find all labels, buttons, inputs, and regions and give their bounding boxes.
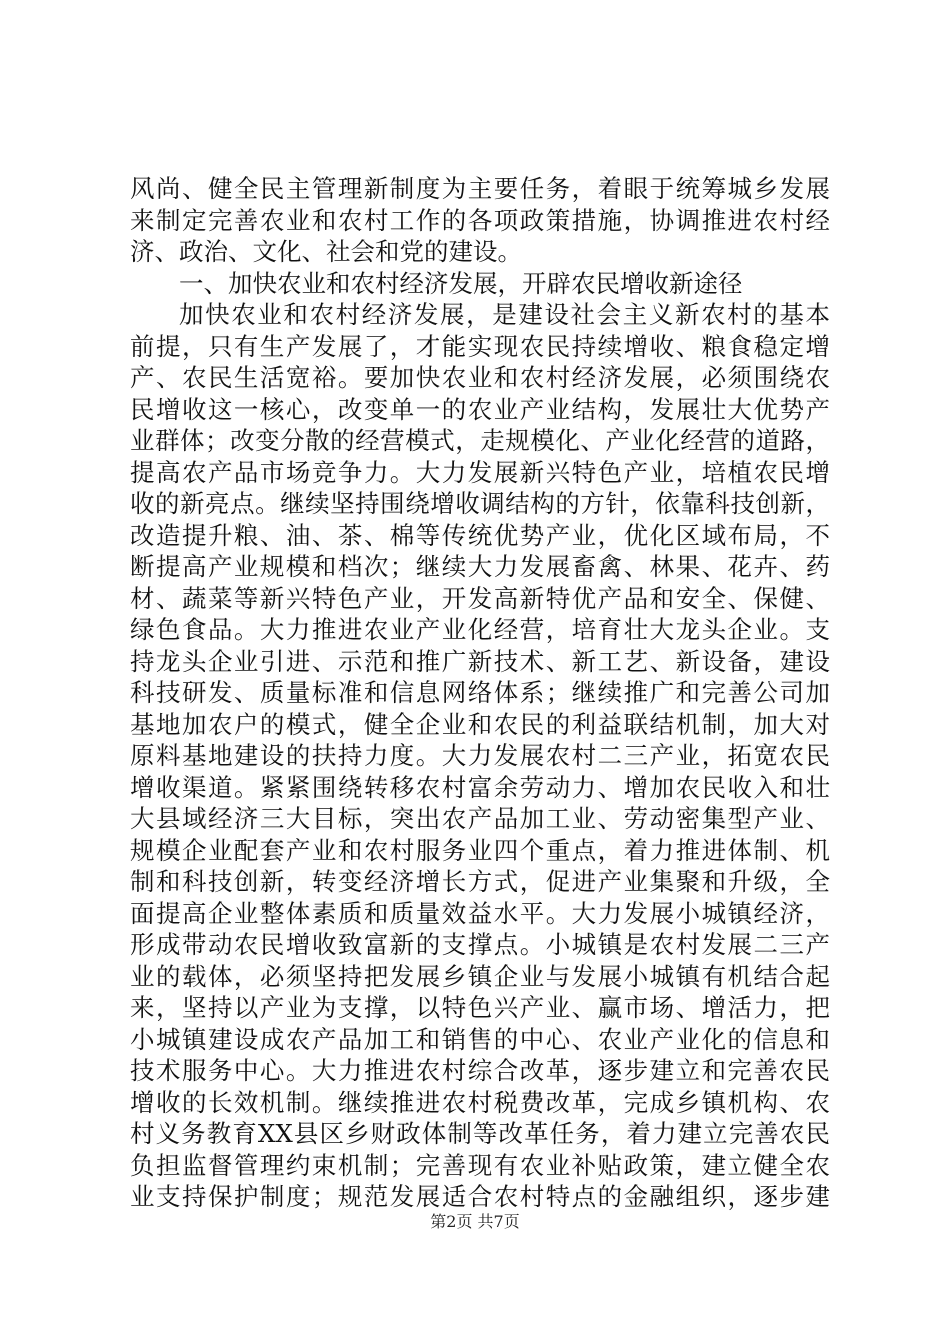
text-line: 业的载体，必须坚持把发展乡镇企业与发展小城镇有机结合起 (130, 961, 830, 991)
text-line: 大县域经济三大目标，突出农产品加工业、劳动密集型产业、 (130, 804, 830, 833)
text-line: 小城镇建设成农产品加工和销售的中心、农业产业化的信息和 (130, 1024, 830, 1054)
text-line: 基地加农户的模式，健全企业和农民的利益联结机制，加大对 (130, 709, 830, 739)
text-line: 提高农产品市场竞争力。大力发展新兴特色产业，培植农民增 (130, 457, 830, 487)
text-line: 负担监督管理约束机制；完善现有农业补贴政策，建立健全农 (130, 1150, 830, 1180)
text-line: 材、蔬菜等新兴特色产业，开发高新特优产品和安全、保健、 (130, 583, 830, 613)
text-line: 原料基地建设的扶持力度。大力发展农村二三产业，拓宽农民 (130, 741, 830, 770)
text-line: 业群体；改变分散的经营模式，走规模化、产业化经营的道路， (130, 426, 830, 455)
text-line: 绿色食品。大力推进农业产业化经营，培育壮大龙头企业。支 (130, 615, 830, 644)
body-text (130, 173, 830, 1213)
text-line: 断提高产业规模和档次；继续大力发展畜禽、林果、花卉、药 (130, 552, 830, 581)
text-line: 来，坚持以产业为支撑，以特色兴产业、赢市场、增活力，把 (130, 993, 830, 1022)
text-line: 加快农业和农村经济发展，是建设社会主义新农村的基本 (179, 300, 830, 329)
text-line: 风尚、健全民主管理新制度为主要任务，着眼于统筹城乡发展 (130, 174, 830, 203)
text-line: 科技研发、质量标准和信息网络体系；继续推广和完善公司加 (130, 678, 830, 707)
text-line: 改造提升粮、油、茶、棉等传统优势产业，优化区域布局，不 (130, 520, 830, 550)
text-line: 收的新亮点。继续坚持围绕增收调结构的方针，依靠科技创新， (130, 489, 830, 518)
text-line: 持龙头企业引进、示范和推广新技术、新工艺、新设备，建设 (130, 646, 830, 676)
text-line: 制和科技创新，转变经济增长方式，促进产业集聚和升级，全 (130, 867, 830, 896)
text-line: 增收渠道。紧紧围绕转移农村富余劳动力、增加农民收入和壮 (130, 772, 830, 802)
text-line: 形成带动农民增收致富新的支撑点。小城镇是农村发展二三产 (130, 930, 830, 959)
text-line: 来制定完善农业和农村工作的各项政策措施，协调推进农村经 (130, 205, 830, 235)
text-line: 规模企业配套产业和农村服务业四个重点，着力推进体制、机 (130, 835, 830, 865)
text-line: 面提高企业整体素质和质量效益水平。大力发展小城镇经济， (130, 898, 830, 928)
text-line: 村义务教育XX县区乡财政体制等改革任务，着力建立完善农民 (130, 1119, 830, 1148)
text-line: 产、农民生活宽裕。要加快农业和农村经济发展，必须围绕农 (130, 363, 830, 392)
text-line: 技术服务中心。大力推进农村综合改革，逐步建立和完善农民 (130, 1056, 830, 1085)
text-line: 济、政治、文化、社会和党的建设。 (130, 237, 522, 266)
text-line: 增收的长效机制。继续推进农村税费改革，完成乡镇机构、农 (130, 1087, 830, 1117)
page-number-label: 第2页 共7页 (430, 1212, 520, 1231)
text-line: 前提，只有生产发展了，才能实现农民持续增收、粮食稳定增 (130, 331, 830, 361)
text-line: 业支持保护制度；规范发展适合农村特点的金融组织，逐步建 (130, 1182, 830, 1211)
page-footer (0, 1212, 950, 1232)
section-heading: 一、加快农业和农村经济发展，开辟农民增收新途径 (179, 268, 743, 298)
text-line: 民增收这一核心，改变单一的农业产业结构，发展壮大优势产 (130, 394, 830, 424)
